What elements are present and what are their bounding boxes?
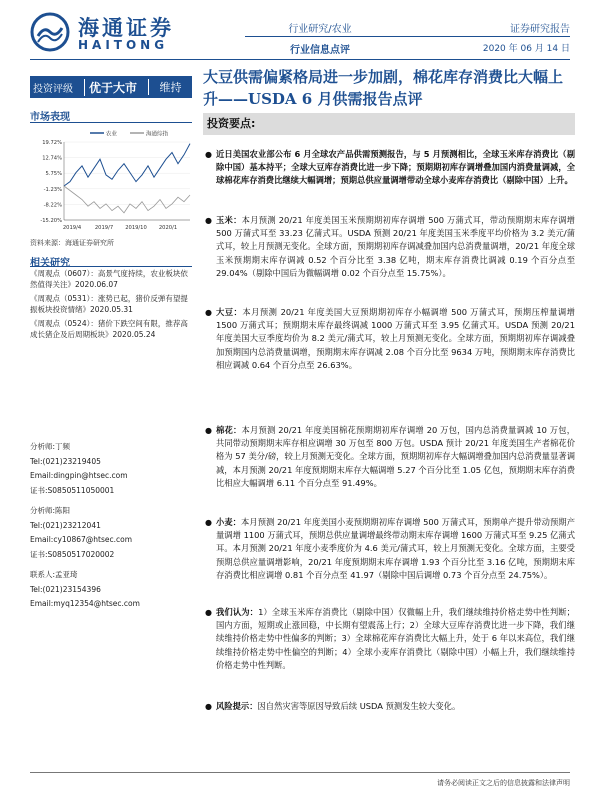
risk-label: 风险提示： [216, 701, 258, 711]
related-research-list [30, 268, 195, 343]
x-tick-label: 2020/1 [158, 225, 178, 231]
header-divider [245, 36, 570, 37]
analyst-cert: 证书:S0850517020002 [30, 549, 115, 559]
wheat-label: 小麦： [216, 517, 242, 527]
logo-english-name: HAITONG [78, 38, 169, 52]
contact-tel: Tel:(021)23154396 [30, 584, 101, 594]
cotton-label: 棉花： [216, 425, 242, 435]
wheat-text: 本月预测 20/21 年度美国小麦预期期初库存调增 500 万蒲式耳，预期单产提升带动预期产量调增 1100 万蒲式耳，预期总供应量调增最终带动期末库存调增 1600 万蒲式耳至 9.25 亿蒲式耳。本月预测 20/21 年度小麦季度价为 4.6 美元/蒲式耳，较上月预测无变化。全球方面，主要受预期总供应量调增影响，20/21 年度预期期末库存调增 1.93 个百分比至 3.16 亿吨，预期期末库存消费比相应调增 0.81 个百分点至 41.97（剔除中国后调增 0.73 个百分点至 24.75%）。 [216, 517, 575, 580]
y-tick-label: 5.75% [45, 171, 62, 178]
related-item[interactable]: 《周观点（0524）：猪价下跌空间有限，推荐高成长猪企及后周期板块》2020.05.24 [30, 319, 188, 339]
analyst-tel: Tel:(021)23212041 [30, 520, 101, 530]
x-tick-label: 2019/7 [94, 225, 114, 231]
analyst-name: 分析师:丁频 [30, 442, 71, 451]
key-points-header: 投资要点: [203, 113, 575, 135]
legend-label-agri: 农业 [106, 131, 118, 138]
page-header [0, 0, 600, 62]
analyst-name: 分析师:陈阳 [30, 506, 71, 515]
chart-source-note: 资料来源：海通证券研究所 [30, 239, 114, 247]
contact-email[interactable]: Email:myq12354@htsec.com [30, 599, 140, 608]
y-tick-label: 19.72% [42, 140, 62, 146]
bullet-icon: ● [205, 608, 212, 617]
related-item[interactable]: 《周观点（0607）：高景气度持续，农业板块依然值得关注》2020.06.07 [30, 269, 188, 289]
market-performance-chart [30, 128, 192, 233]
soybean-paragraph [205, 306, 575, 372]
corn-label: 玉米： [216, 215, 242, 225]
legend-label-index: 海通综指 [146, 131, 169, 138]
market-performance-label: 市场表现 [30, 112, 70, 123]
header-bottom-rule [30, 59, 570, 60]
x-tick-label: 2019/4 [62, 225, 82, 231]
cotton-text: 本月预测 20/21 年度美国棉花预期期初库存调增 20 万包，国内总消费量调减 10 万包，共同带动预期期末库存相应调增 30 万包至 800 万包。USDA 预计 20/21 年度美国生产者棉花价格为 57 美分/磅，较上月预测无变化。全球方面，预期期初库存大幅调增叠加国内总消费量显著调减，本月预测 20/21 年度预期期末库存大幅调增 5.27 个百分比至 1.05 亿包，预期期末库存消费比相应大幅调增 6.11 个百分点至 91.49%。 [216, 425, 575, 488]
bullet-icon: ● [205, 308, 212, 317]
investment-rating-bar [30, 76, 192, 98]
related-research-label: 相关研究 [30, 258, 70, 269]
y-tick-label: -8.22% [43, 202, 62, 209]
summary-text: 近日美国农业部公布 6 月全球农产品供需预测报告，与 5 月预测相比，全球玉米库存消费比（剔除中国）基本持平；全球大豆库存消费比进一步下降；预期期初库存调增叠加国内消费量调减，全球棉花库存消费比继续大幅调增；预期总供应量调增带动全球小麦库存消费比（剔除中国）上升。 [216, 149, 575, 186]
company-logo [30, 10, 220, 54]
view-text: 1）全球玉米库存消费比（剔除中国）仅微幅上升，我们继续维持价格走势中性判断；国内方面，短期或止涨回稳，中长期有望震荡上行；2）全球大豆库存消费比进一步下降，我们继续维持价格走势中性偏多的判断；3）全球棉花库存消费比大幅上升，处于 6 年以来高位，我们继续维持价格走势中性偏空的判断；4）全球小麦库存消费比（剔除中国）小幅上升，我们继续维持价格走势中性判断。 [216, 607, 575, 670]
rating-label: 投资评级 [33, 83, 73, 95]
x-tick-label: 2019/10 [125, 225, 147, 231]
y-tick-label: -15.20% [40, 218, 62, 224]
analyst-contacts [30, 440, 195, 612]
y-tick-label: 12.74% [42, 155, 62, 162]
analyst-email[interactable]: Email:dingpin@htsec.com [30, 471, 128, 480]
corn-text: 本月预测 20/21 年度美国玉米预期期初库存调增 500 万蒲式耳，带动预期期末库存调增 500 万蒲式耳至 33.23 亿蒲式耳。USDA 预测 20/21 年度美国玉米季度平均价格为 3.2 美元/蒲式耳，较上月预测无变化。全球方面，预期期初库存调减叠加国内总消费量调增，20/21 年度全球玉米预期期末库存调减 0.52 个百分比至 3.38 亿吨，期末库存消费比调减 0.19 个百分点至 29.04%（剔除中国后为微幅调增 0.02 个百分点至 15.75%）。 [216, 215, 575, 278]
report-title: 大豆供需偏紧格局进一步加剧，棉花库存消费比大幅上升——USDA 6 月供需报告点评 [203, 68, 564, 108]
analyst-cert: 证书:S0850511050001 [30, 485, 115, 495]
risk-text: 因自然灾害等原因导致后续 USDA 预测发生较大变化。 [257, 701, 461, 711]
report-type: 证券研究报告 [510, 24, 570, 35]
view-paragraph [205, 606, 575, 672]
y-tick-label: -1.23% [43, 186, 62, 193]
analyst-email[interactable]: Email:cy10867@htsec.com [30, 535, 132, 544]
view-label: 我们认为： [216, 607, 259, 617]
bullet-icon: ● [205, 150, 212, 159]
logo-chinese-name: 海通证券 [78, 15, 174, 40]
corn-paragraph [205, 214, 575, 280]
report-subcategory: 行业信息点评 [290, 45, 350, 56]
soybean-label: 大豆： [216, 307, 243, 317]
disclaimer-footer: 请务必阅读正文之后的信息披露和法律声明 [437, 779, 570, 787]
risk-paragraph [205, 700, 575, 713]
bullet-icon: ● [205, 216, 212, 225]
market-divider [30, 122, 192, 123]
bullet-icon: ● [205, 426, 212, 435]
rating-value: 优于大市 [84, 79, 148, 96]
analyst-tel: Tel:(021)23219405 [30, 456, 101, 466]
summary-paragraph [205, 148, 575, 188]
report-date: 2020 年 06 月 14 日 [482, 44, 570, 54]
haitong-logo-icon [30, 12, 70, 52]
cotton-paragraph [205, 424, 575, 490]
related-divider [30, 266, 192, 267]
wheat-paragraph [205, 516, 575, 582]
footer-divider [30, 772, 570, 773]
soybean-text: 本月预测 20/21 年度美国大豆预期期初库存小幅调增 500 万蒲式耳，预期压榨量调增 1500 万蒲式耳；预期期末库存最终调减 1000 万蒲式耳至 3.95 亿蒲式耳。USDA 预测 20/21 年度美国大豆季度均价为 8.2 美元/蒲式耳，较上月预测无变化。全球方面，预期期初库存调减叠加预期国内总消费量调增，预期期末库存调减 2.08 个百分比至 9634 万吨，预期期末库存消费比相应调减 0.64 个百分点至 26.63%。 [216, 307, 575, 370]
series-line-agri [64, 144, 190, 186]
related-item[interactable]: 《周观点（0531）：涨势已起，猪价反弹有望提振板块投资情绪》2020.05.31 [30, 294, 188, 314]
bullet-icon: ● [205, 702, 212, 711]
rating-action: 维持 [148, 79, 192, 95]
series-line-index [64, 186, 190, 213]
report-category: 行业研究/农业 [288, 24, 352, 35]
contact-name: 联系人:孟亚琦 [30, 570, 78, 579]
bullet-icon: ● [205, 518, 212, 527]
